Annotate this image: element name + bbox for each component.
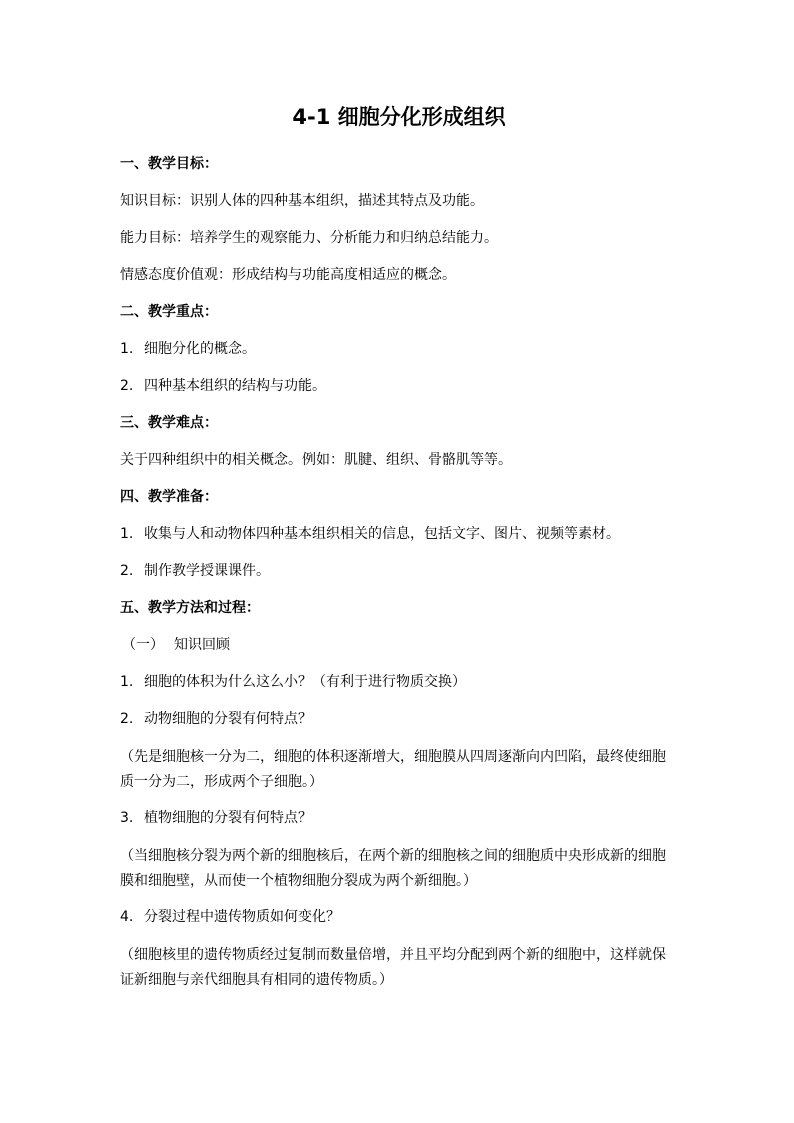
key-point-item <box>120 338 678 360</box>
subsection-heading <box>120 634 678 656</box>
list-text: 四种基本组织的结构与功能。 <box>144 378 326 394</box>
question-item <box>120 807 678 829</box>
list-number: 1. <box>120 674 134 690</box>
list-number: 1. <box>120 341 134 357</box>
question-item <box>120 906 678 928</box>
list-number: 2. <box>120 563 134 579</box>
question-text: 植物细胞的分裂有何特点？ <box>144 810 312 826</box>
section-heading-key-points: 二、教学重点： <box>120 304 218 320</box>
section-heading-methods: 五、教学方法和过程： <box>120 600 260 616</box>
list-text: 制作教学授课课件。 <box>144 563 270 579</box>
list-number: 4. <box>120 909 134 925</box>
question-text: 动物细胞的分裂有何特点？ <box>144 711 312 727</box>
objective-values: 情感态度价值观：形成结构与功能高度相适应的概念。 <box>120 267 456 283</box>
subsection-text: 知识回顾 <box>174 637 230 653</box>
section-heading-difficulties: 三、教学难点： <box>120 415 218 431</box>
list-number: 2. <box>120 378 134 394</box>
difficulty-text: 关于四种组织中的相关概念。例如：肌腱、组织、骨骼肌等等。 <box>120 452 512 468</box>
answer-text: （细胞核里的遗传物质经过复制而数量倍增，并且平均分配到两个新的细胞中，这样就保证新细胞与亲代细胞具有相同的遗传物质。） <box>120 947 666 988</box>
question-item <box>120 671 678 693</box>
list-number: 1. <box>120 526 134 542</box>
question-text: 细胞的体积为什么这么小？（有利于进行物质交换） <box>144 674 466 690</box>
document-title: 4-1 细胞分化形成组织 <box>292 105 506 129</box>
list-number: 2. <box>120 711 134 727</box>
answer-text: （当细胞核分裂为两个新的细胞核后，在两个新的细胞核之间的细胞质中央形成新的细胞膜和细胞壁，从而使一个植物细胞分裂成为两个新细胞。） <box>120 848 666 889</box>
objective-ability: 能力目标：培养学生的观察能力、分析能力和归纳总结能力。 <box>120 230 498 246</box>
list-text: 收集与人和动物体四种基本组织相关的信息，包括文字、图片、视频等素材。 <box>144 526 620 542</box>
subsection-label: （一） <box>122 637 164 653</box>
key-point-item <box>120 375 678 397</box>
answer-text: （先是细胞核一分为二，细胞的体积逐渐增大，细胞膜从四周逐渐向内凹陷，最终使细胞质一分为二，形成两个子细胞。） <box>120 749 666 790</box>
section-heading-objectives: 一、教学目标： <box>120 156 218 172</box>
objective-knowledge: 知识目标：识别人体的四种基本组织，描述其特点及功能。 <box>120 193 484 209</box>
list-text: 细胞分化的概念。 <box>144 341 256 357</box>
preparation-item <box>120 523 678 545</box>
section-heading-preparation: 四、教学准备： <box>120 489 218 505</box>
question-text: 分裂过程中遗传物质如何变化？ <box>144 909 340 925</box>
question-item <box>120 708 678 730</box>
list-number: 3. <box>120 810 134 826</box>
preparation-item <box>120 560 678 582</box>
